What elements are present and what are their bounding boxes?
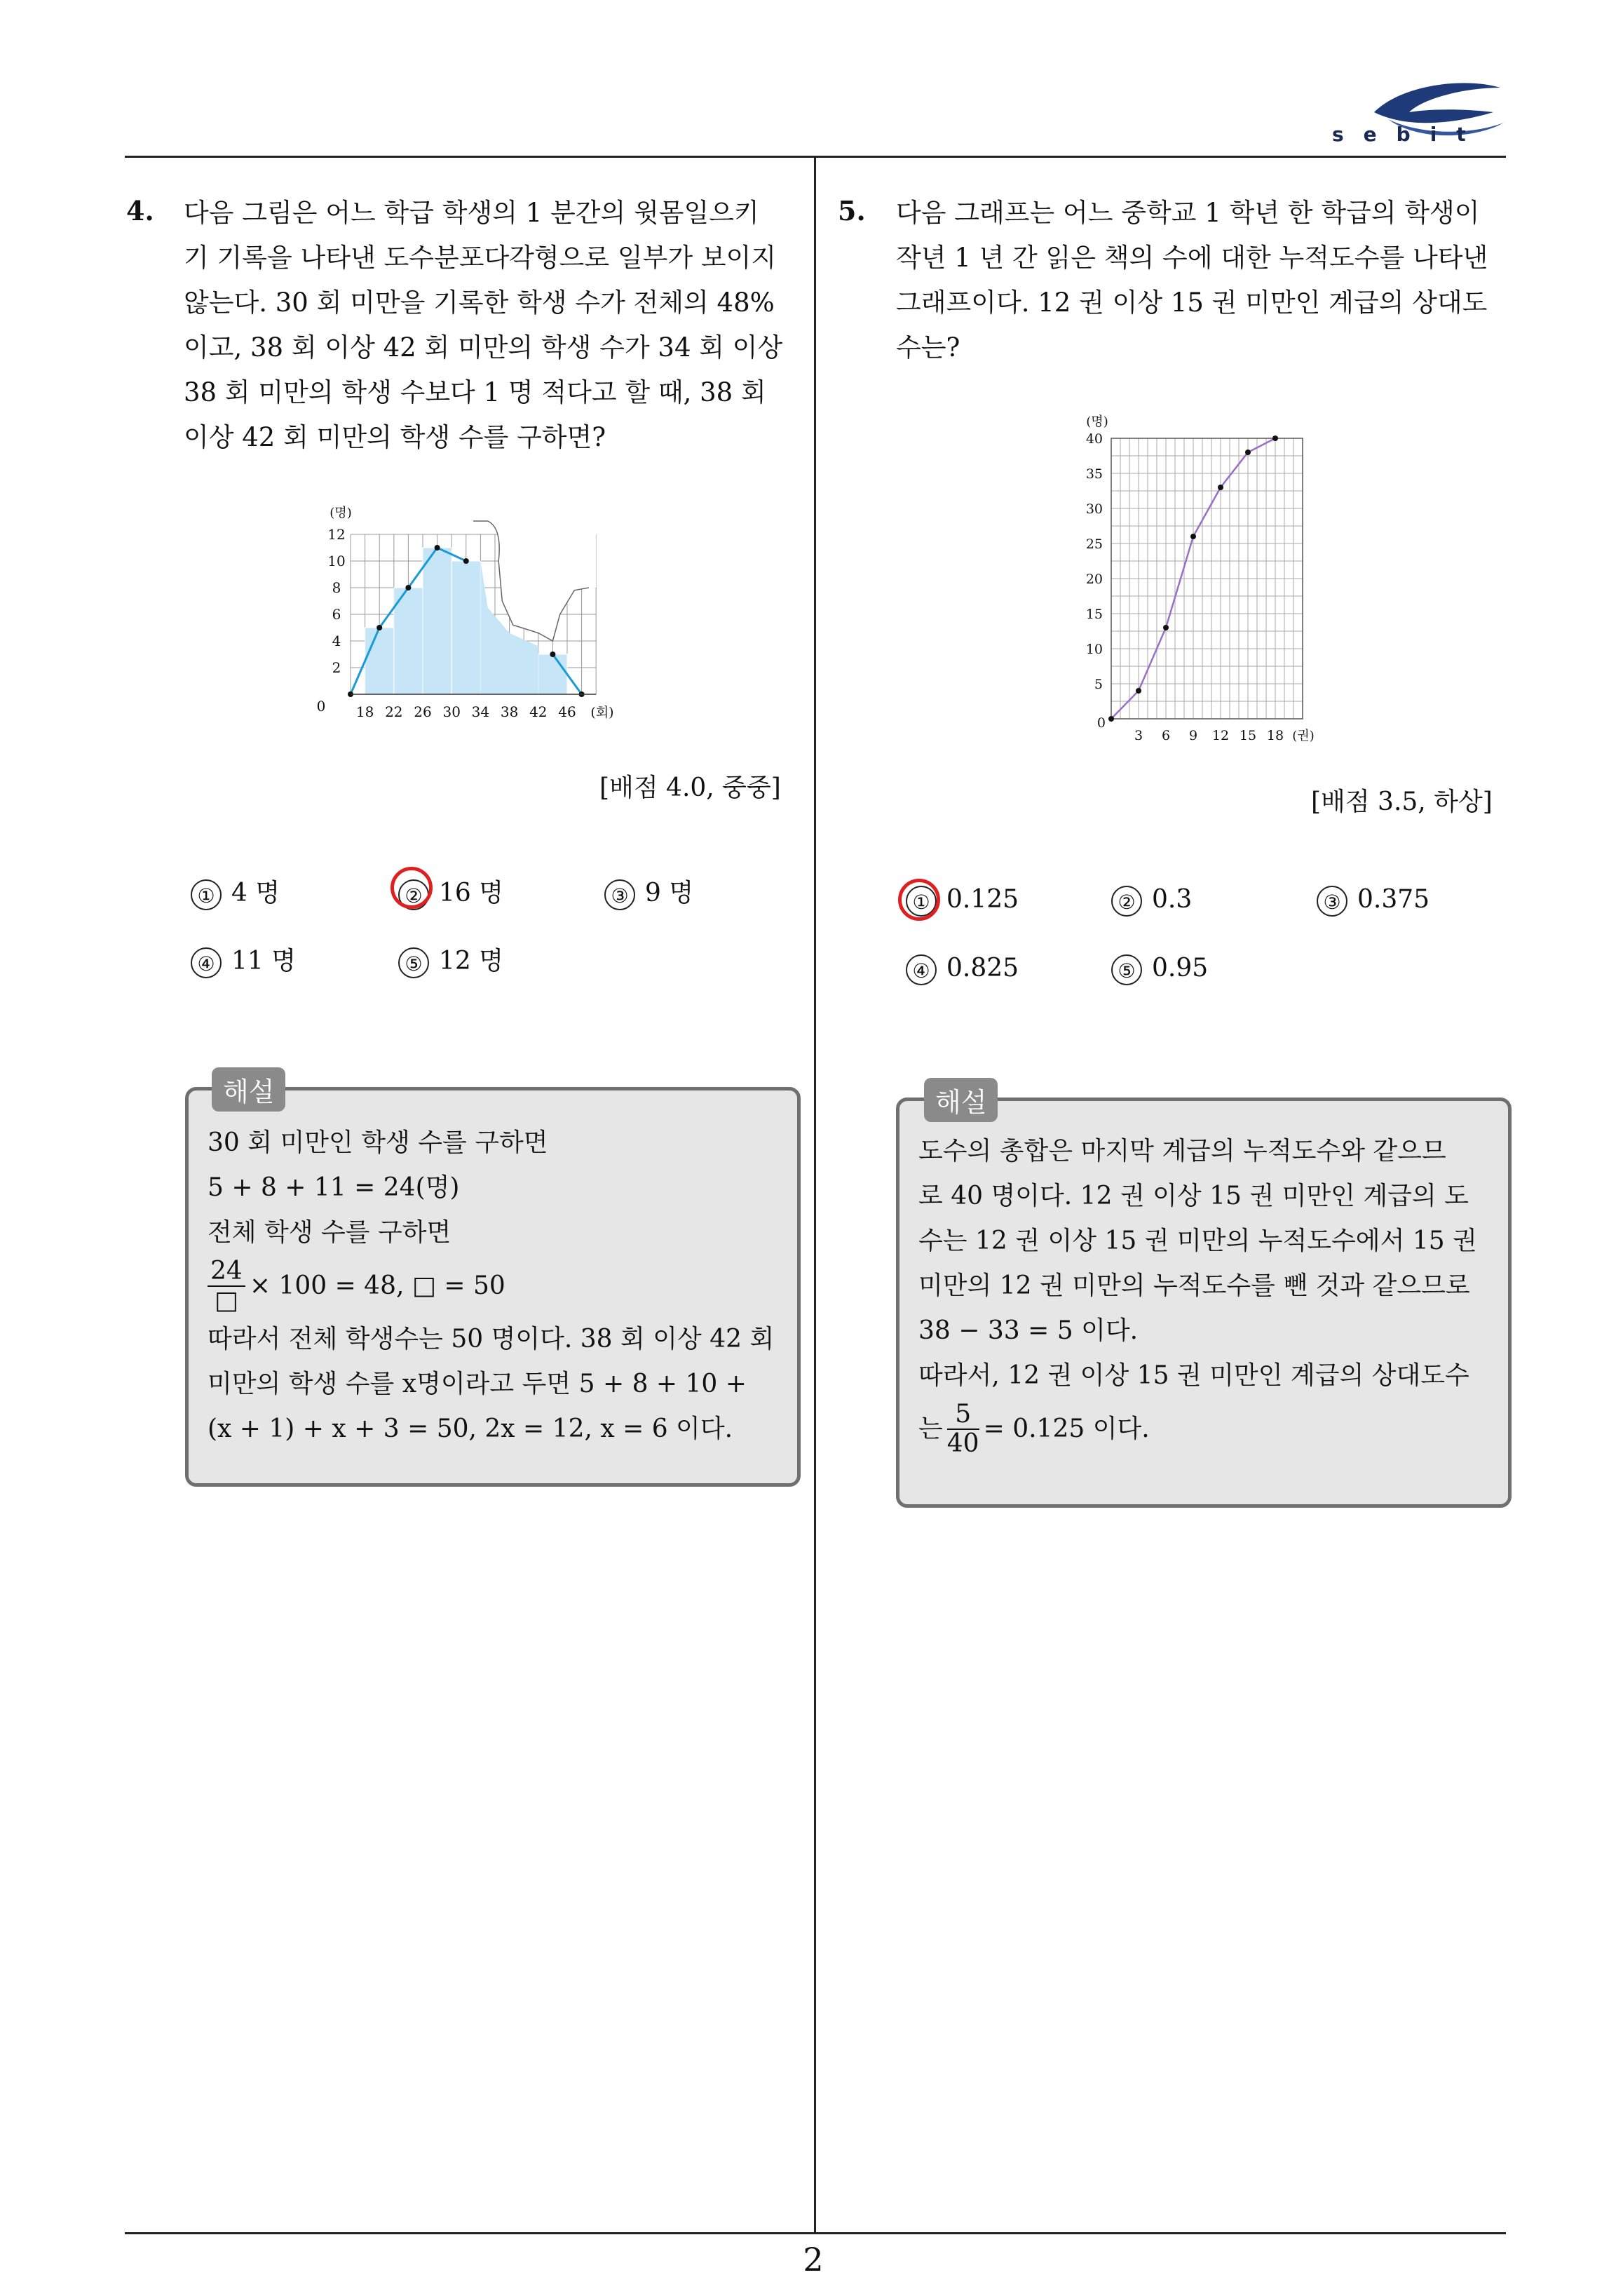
q5-choice-2[interactable]: ② 0.3 — [1111, 885, 1192, 917]
q5-solution-tab: 해설 — [924, 1078, 998, 1122]
data-point — [405, 585, 411, 590]
y-tick-label: 10 — [1085, 642, 1103, 657]
q4-line: 기 기록을 나타낸 도수분포다각형으로 일부가 보이지 — [184, 243, 777, 273]
data-point — [1272, 435, 1278, 441]
q4-choice-4[interactable]: ④ 11 명 — [191, 941, 296, 978]
y-tick-label: 0 — [316, 698, 326, 715]
x-tick-label: 22 — [385, 703, 403, 720]
x-tick-label: 6 — [1161, 728, 1171, 743]
y-axis-label: (명) — [330, 506, 352, 520]
x-tick-label: 38 — [500, 703, 519, 720]
histogram-bar — [451, 561, 480, 694]
x-tick-label: 18 — [1266, 728, 1284, 743]
x-tick-label: 9 — [1188, 728, 1198, 743]
q5-choice-3[interactable]: ③ 0.375 — [1317, 885, 1430, 917]
y-tick-label: 8 — [332, 579, 341, 596]
q5-line: 수는? — [896, 332, 960, 363]
q5-choice-5[interactable]: ⑤ 0.95 — [1111, 954, 1208, 985]
y-tick-label: 20 — [1085, 572, 1103, 587]
q5-choice-1[interactable]: ① 0.125 — [906, 885, 1019, 917]
q4-line: 이상 42 회 미만의 학생 수를 구하면? — [184, 422, 606, 452]
q4-line: 38 회 미만의 학생 수보다 1 명 적다고 할 때, 38 회 — [184, 377, 766, 407]
q4-choice-3[interactable]: ③ 9 명 — [604, 873, 693, 910]
q4-choice-5[interactable]: ⑤ 12 명 — [398, 941, 503, 978]
y-tick-label: 4 — [332, 633, 341, 649]
q4-solution-text: 30 회 미만인 학생 수를 구하면 5 + 8 + 11 = 24(명) 전체 학생 수를 구하면 $\frac{24}{□}$ × 100 = 48, □ = 50 따라서 전체 학생수는 50 명이다. 38 회 이상 42 회 미만의 학생 수를 x명이라고 두면 5 + 8 + 10 + (x + 1) + x + 3 = 50, 2x = 12, x = 6 이다. — [208, 1128, 775, 1443]
q4-line: 다음 그림은 어느 학급 학생의 1 분간의 윗몸일으키 — [184, 198, 759, 228]
q5-choice-4[interactable]: ④ 0.825 — [906, 954, 1019, 985]
q4-line: 이고, 38 회 이상 42 회 미만의 학생 수가 34 회 이상 — [184, 332, 783, 363]
x-tick-label: 15 — [1239, 728, 1257, 743]
q4-score: [배점 4.0, 중중] — [599, 774, 781, 802]
histogram-bar — [423, 548, 451, 694]
x-axis-label: (권) — [1292, 729, 1315, 743]
x-axis-label: (회) — [590, 705, 614, 720]
x-tick-label: 26 — [414, 703, 432, 720]
histogram-bar — [365, 628, 394, 694]
q5-question-text — [896, 191, 1513, 370]
sebit-logo-icon — [1360, 70, 1518, 161]
q5-line: 다음 그래프는 어느 중학교 1 학년 한 학급의 학생이 — [896, 198, 1480, 228]
q5-answer-mark — [898, 879, 940, 921]
logo-text: sebit — [1332, 123, 1486, 146]
x-tick-label: 3 — [1134, 728, 1143, 743]
y-tick-label: 5 — [1094, 677, 1103, 692]
q5-line: 그래프이다. 12 권 이상 15 권 미만인 계급의 상대도 — [896, 288, 1488, 318]
y-tick-label: 0 — [1096, 715, 1106, 731]
data-point — [435, 545, 440, 551]
data-point — [550, 651, 555, 657]
data-point — [463, 558, 469, 564]
x-tick-label: 34 — [471, 703, 490, 720]
y-tick-label: 2 — [332, 659, 341, 676]
data-point — [1218, 485, 1223, 490]
q4-solution-tab: 해설 — [212, 1067, 285, 1112]
q4-question-text — [184, 191, 801, 460]
q4-frequency-polygon-chart — [280, 491, 701, 729]
y-tick-label: 15 — [1085, 607, 1103, 622]
data-point — [1163, 625, 1169, 630]
histogram-bar — [394, 588, 423, 694]
q5-number: 5. — [838, 195, 866, 227]
q5-score: [배점 3.5, 하상] — [1311, 788, 1493, 816]
q4-line: 않는다. 30 회 미만을 기록한 학생 수가 전체의 48% — [184, 288, 775, 318]
column-divider — [814, 157, 816, 2233]
q5-solution-text: 도수의 총합은 마지막 계급의 누적도수와 같으므 로 40 명이다. 12 권 이상 15 권 미만인 계급의 도 수는 12 권 이상 15 권 미만의 누적도수에서 15 권 미만의 12 권 미만의 누적도수를 뺀 것과 같으므로 38 − 33 = 5 이다. 따라서, 12 권 이상 15 권 미만인 계급의 상대도수 는 $\frac{5}{40}$ = 0.125 이다. — [918, 1137, 1477, 1458]
histogram-bar — [538, 654, 567, 694]
x-tick-label: 46 — [558, 703, 576, 720]
y-tick-label: 12 — [327, 526, 346, 543]
data-point — [376, 625, 382, 630]
footer-rule — [125, 2232, 1506, 2234]
x-tick-label: 42 — [529, 703, 548, 720]
y-tick-label: 6 — [332, 606, 341, 623]
x-tick-label: 30 — [442, 703, 461, 720]
x-tick-label: 18 — [355, 703, 374, 720]
y-tick-label: 40 — [1085, 431, 1103, 447]
y-axis-label: (명) — [1086, 414, 1108, 429]
x-tick-label: 12 — [1211, 728, 1230, 743]
q5-cumulative-frequency-chart — [1073, 396, 1339, 747]
data-point — [1190, 534, 1196, 539]
q4-number: 4. — [126, 195, 154, 227]
data-point — [1108, 716, 1114, 722]
y-tick-label: 30 — [1085, 501, 1103, 517]
y-tick-label: 10 — [327, 553, 346, 569]
q4-answer-mark — [391, 867, 433, 909]
data-point — [1245, 450, 1251, 455]
q5-line: 작년 1 년 간 읽은 책의 수에 대한 누적도수를 나타낸 — [896, 243, 1488, 273]
page-number: 2 — [803, 2241, 824, 2278]
y-tick-label: 25 — [1085, 536, 1103, 552]
data-point — [1136, 688, 1141, 694]
y-tick-label: 35 — [1085, 466, 1103, 482]
q4-choice-2[interactable]: ② 16 명 — [398, 873, 503, 910]
q4-choice-1[interactable]: ① 4 명 — [191, 873, 280, 910]
